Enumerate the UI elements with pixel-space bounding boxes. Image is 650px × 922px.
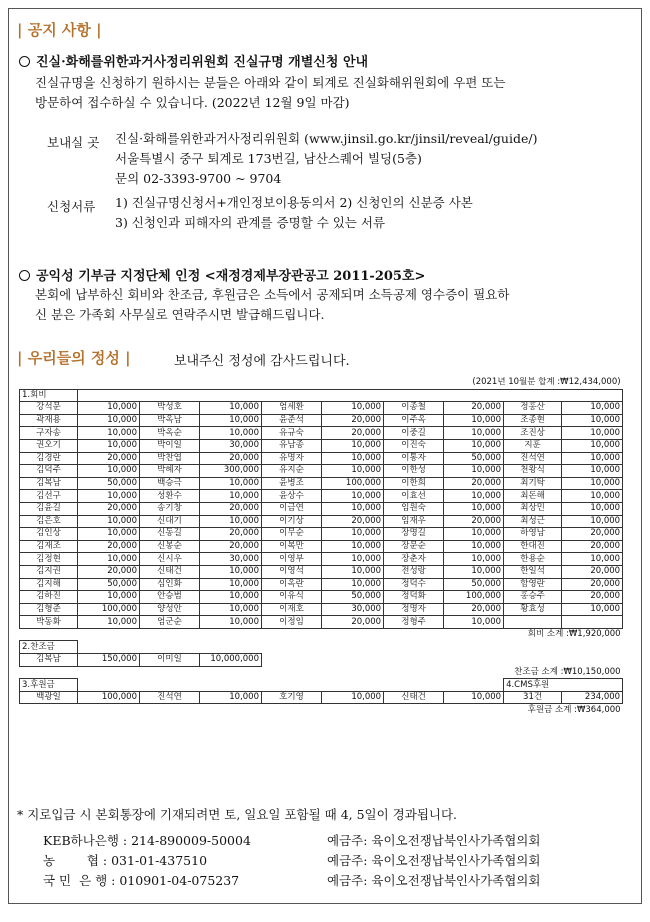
donor-amount: 20,000 [322,427,384,440]
donor-amount: 20,000 [78,565,140,578]
donor-amount: 20,000 [562,565,623,578]
donor-name: 김복남 [20,477,78,490]
donor-amount: 10,000 [444,528,504,541]
docs-list: 1) 진실규명신청서+개인정보이용동의서 2) 신청인의 신분증 사본 3) 신청인과 피해자의 관계를 증명할 수 있는 서류 [115,195,473,230]
donor-amount: 10,000 [562,402,623,415]
donor-name: 유남종 [262,439,322,452]
send-label: 보내실 곳 [47,135,100,150]
donor-name [504,616,562,629]
donor-amount: 20,000 [200,452,262,465]
donor-name: 윤준석 [262,414,322,427]
donor-name: 송기창 [140,502,200,515]
donor-amount: 10,000 [200,691,262,704]
support-label: 3.후원금 [20,679,78,692]
account-holder: 예금주: 육이오전쟁납북인사가족협의회 [327,873,541,888]
donor-amount: 10,000 [200,402,262,415]
donor-amount: 10,000 [562,439,623,452]
table-row [20,490,623,503]
donor-name: 박혜자 [140,465,200,478]
donor-name: 이영부 [262,553,322,566]
donor-name: 백승극 [140,477,200,490]
donor-name: 엄세환 [262,402,322,415]
donor-name: 이한성 [384,465,444,478]
donor-amount: 10,000 [200,565,262,578]
donor-amount: 20,000 [562,591,623,604]
donor-name: 유명자 [262,452,322,465]
bank-account: KEB하나은행 : 214-890009-50004 [43,833,251,848]
table-row [20,704,623,716]
donor-amount: 30,000 [322,603,384,616]
support-subtotal: 후원금 소계 :₩364,000 [527,704,621,715]
donor-name: 조진상 [504,427,562,440]
donor-name: 곽재용 [20,414,78,427]
table-row [20,666,623,679]
donor-amount: 10,000 [322,452,384,465]
table-row [20,439,623,452]
blank-cell [78,389,623,402]
donor-amount: 10,000 [78,616,140,629]
table-row [20,603,623,616]
donor-name: 박찬엽 [140,452,200,465]
notice-item2-body: 본회에 납부하신 회비와 찬조금, 후원금은 소득에서 공제되며 소득공제 영수증이 필요하 신 분은 가족회 사무실로 연락주시면 발급해드립니다. [35,287,510,322]
donor-amount: 10,000 [562,603,623,616]
donor-name: 이진숙 [384,439,444,452]
sponsor-subtotal: 찬조금 소계 :₩10,150,000 [514,666,621,677]
donor-name: 장문순 [384,540,444,553]
docs-label: 신청서류 [47,199,96,214]
donor-name: 최기탁 [504,477,562,490]
donor-amount: 20,000 [200,528,262,541]
table-row [20,427,623,440]
donor-name: 이종철 [384,402,444,415]
donor-amount: 10,000 [200,603,262,616]
donor-amount: 20,000 [444,402,504,415]
membership-subtotal: 회비 소계 :₩1,920,000 [527,629,621,640]
donor-amount: 10,000 [200,591,262,604]
donor-amount: 10,000 [562,452,623,465]
donor-name: 지훈 [504,439,562,452]
donor-name: 홍승주 [504,591,562,604]
donor-amount: 10,000 [78,414,140,427]
donor-amount: 10,000 [444,502,504,515]
donor-amount: 20,000 [322,414,384,427]
donor-amount: 10,000 [322,502,384,515]
donor-name: 성환수 [140,490,200,503]
donor-amount: 10,000 [444,414,504,427]
donor-name: 진석연 [140,691,200,704]
donor-amount: 20,000 [78,452,140,465]
donor-name: 한일석 [504,565,562,578]
donor-name: 이효선 [384,490,444,503]
donor-name: 한용순 [504,553,562,566]
donor-name: 임원숙 [384,502,444,515]
donor-name: 이정임 [262,616,322,629]
donor-amount [562,616,623,629]
donor-amount: 10,000 [78,528,140,541]
donor-amount: 10,000 [444,565,504,578]
donor-name: 최돈해 [504,490,562,503]
send-address: 진실·화해를위한과거사정리위원회 (www.jinsil.go.kr/jinsil/reveal/guide/) 서울특별시 중구 퇴계로 173번길, 남산스퀘어 빌딩(5층) 문의 02-3393-9700 ~ 9704 [115,131,538,186]
donor-name: 함영란 [504,578,562,591]
donor-amount: 50,000 [444,578,504,591]
donor-amount: 10,000 [444,553,504,566]
donor-amount: 10,000 [322,465,384,478]
donor-name: 신시우 [140,553,200,566]
donor-amount: 10,000 [200,616,262,629]
donor-name: 김윤길 [20,502,78,515]
donor-name: 천왕식 [504,465,562,478]
donor-name: 이미일 [140,654,200,667]
donor-name: 안승범 [140,591,200,604]
donor-name: 하영남 [504,528,562,541]
donor-name: 정형주 [384,616,444,629]
account-holder: 예금주: 육이오전쟁납북인사가족협의회 [327,853,541,868]
donor-amount: 10,000 [562,490,623,503]
bank-account: 농 협 : 031-01-437510 [43,853,208,868]
donor-name: 이주옥 [384,414,444,427]
donor-amount: 10,000 [562,414,623,427]
donor-amount: 10,000,000 [200,654,262,667]
donor-amount: 10,000 [78,427,140,440]
donor-amount: 150,000 [78,654,140,667]
donor-name: 임재우 [384,515,444,528]
donor-name: 김복남 [20,654,78,667]
donor-amount: 10,000 [200,515,262,528]
donor-name: 신태건 [384,691,444,704]
donor-name: 정홍산 [504,402,562,415]
donor-name: 양성안 [140,603,200,616]
donor-amount: 10,000 [78,439,140,452]
table-row [20,591,623,604]
donor-amount: 50,000 [322,591,384,604]
donor-name: 유지순 [262,465,322,478]
donor-name: 김하진 [20,591,78,604]
donor-amount: 10,000 [322,402,384,415]
donor-name: 심인화 [140,578,200,591]
donor-amount: 10,000 [562,465,623,478]
table-row [20,377,623,389]
donor-amount: 10,000 [322,490,384,503]
donor-amount: 100,000 [444,591,504,604]
donor-name: 이기상 [262,515,322,528]
donor-name: 장춘자 [384,553,444,566]
donor-amount: 234,000 [562,691,623,704]
donor-name: 강석문 [20,402,78,415]
donor-name: 김덕주 [20,465,78,478]
donor-amount: 10,000 [562,553,623,566]
donor-amount: 10,000 [322,565,384,578]
donor-amount: 20,000 [200,540,262,553]
donor-name: 정덕수 [384,578,444,591]
table-row [20,389,623,402]
spacer [20,666,444,679]
donor-name: 조종현 [504,414,562,427]
donor-amount: 20,000 [78,502,140,515]
donations-title: | 우리들의 정성 | [17,349,131,367]
donor-amount: 20,000 [322,515,384,528]
donor-name: 박옥순 [140,427,200,440]
donor-name: 한대진 [504,540,562,553]
giro-note: * 지로입금 시 본회통장에 기재되려면 토, 일요일 포함될 때 4, 5일이 경과됩니다. [17,807,458,822]
donor-amount: 10,000 [562,502,623,515]
donor-name: 김은호 [20,515,78,528]
donor-amount: 10,000 [444,465,504,478]
donor-name: 신대기 [140,515,200,528]
table-row [20,452,623,465]
donor-amount: 10,000 [200,490,262,503]
donor-amount: 10,000 [322,553,384,566]
notice-title: | 공지 사항 | [17,21,102,39]
table-row [20,515,623,528]
donor-amount: 10,000 [200,427,262,440]
donor-name: 백광일 [20,691,78,704]
donor-amount: 10,000 [78,402,140,415]
donor-name: 신태건 [140,565,200,578]
donor-name: 김경란 [20,452,78,465]
table-row [20,414,623,427]
table-row [20,654,623,667]
total-note: (2021년 10월분 합계 :₩12,434,000) [472,377,621,388]
donations-table [19,377,623,716]
donor-name: 이영석 [262,565,322,578]
donor-amount: 20,000 [562,540,623,553]
table-row [20,502,623,515]
donor-amount: 10,000 [322,578,384,591]
donor-name: 이금연 [262,502,322,515]
blank-cell [78,679,504,692]
spacer [20,377,384,389]
donor-name: 이무순 [262,528,322,541]
donor-amount: 20,000 [322,616,384,629]
donor-name: 구자송 [20,427,78,440]
donor-amount: 10,000 [78,553,140,566]
table-row [20,616,623,629]
donor-amount: 10,000 [444,427,504,440]
donor-name: 이재호 [262,603,322,616]
donor-name: 이복만 [262,540,322,553]
donor-amount: 100,000 [78,603,140,616]
donor-name: 윤병조 [262,477,322,490]
donor-amount: 20,000 [444,477,504,490]
donor-amount: 100,000 [322,477,384,490]
donor-amount: 20,000 [200,502,262,515]
table-row [20,691,623,704]
table-row [20,628,623,641]
table-row [20,402,623,415]
account-holder: 예금주: 육이오전쟁납북인사가족협의회 [327,833,541,848]
donor-amount: 10,000 [78,515,140,528]
donor-amount: 50,000 [78,578,140,591]
donor-name: 이중길 [384,427,444,440]
donor-amount: 50,000 [78,477,140,490]
circle-bullet-icon [19,270,30,281]
table-row [20,553,623,566]
donor-name: 전성랑 [384,565,444,578]
spacer [20,628,444,641]
blank-cell [262,654,623,667]
donor-amount: 10,000 [78,465,140,478]
donor-name: 김인상 [20,528,78,541]
donor-name: 김지해 [20,578,78,591]
donor-name: 최상민 [504,502,562,515]
donor-amount: 10,000 [562,427,623,440]
donor-amount: 100,000 [78,691,140,704]
table-row [20,641,623,654]
donor-amount: 10,000 [444,490,504,503]
donor-name: 김형준 [20,603,78,616]
donor-amount: 10,000 [78,490,140,503]
cms-label: 4.CMS후원 [504,679,623,692]
donor-amount: 10,000 [562,477,623,490]
table-row [20,578,623,591]
donor-amount: 10,000 [322,439,384,452]
donor-amount: 50,000 [444,452,504,465]
donor-name: 신봉순 [140,540,200,553]
newsletter-page [8,8,642,904]
donor-name: 이유식 [262,591,322,604]
donor-amount: 10,000 [78,591,140,604]
donor-amount: 10,000 [322,528,384,541]
donor-name: 진석연 [504,452,562,465]
donor-name: 황효성 [504,603,562,616]
donor-amount: 10,000 [200,477,262,490]
donor-amount: 20,000 [78,540,140,553]
donor-name: 유규숙 [262,427,322,440]
notice-item2-heading: 공익성 기부금 지정단체 인정 <재정경제부장관공고 2011-205호> [19,265,425,284]
donor-name: 최성근 [504,515,562,528]
donor-name: 박옥남 [140,414,200,427]
donor-name: 엄군순 [140,616,200,629]
bank-account: 국 민 은 행 : 010901-04-075237 [43,873,240,888]
table-row [20,465,623,478]
donor-amount: 10,000 [444,616,504,629]
donor-amount: 300,000 [200,465,262,478]
donor-name: 이옥란 [262,578,322,591]
donor-name: 김재조 [20,540,78,553]
donor-name: 이한희 [384,477,444,490]
donor-name: 장명길 [384,528,444,541]
membership-label: 1.회비 [20,389,78,402]
donor-name: 김정현 [20,553,78,566]
donor-name: 윤상수 [262,490,322,503]
table-row [20,540,623,553]
donor-amount: 30,000 [200,553,262,566]
donor-amount: 10,000 [562,515,623,528]
donor-amount: 20,000 [444,515,504,528]
notice-item1-body: 진실규명을 신청하기 원하시는 분들은 아래와 같이 퇴계로 진실화해위원회에 우편 또는 방문하여 접수하실 수 있습니다. (2022년 12월 9일 마감) [35,75,506,110]
donor-name: 신동길 [140,528,200,541]
donor-amount: 10,000 [444,439,504,452]
donor-name: 김지권 [20,565,78,578]
donor-name: 31건 [504,691,562,704]
donor-name: 김선구 [20,490,78,503]
donor-amount: 10,000 [200,414,262,427]
donor-name: 이통자 [384,452,444,465]
donor-name: 정덕화 [384,591,444,604]
donor-amount: 20,000 [562,578,623,591]
donor-amount: 20,000 [562,528,623,541]
donor-amount: 10,000 [200,578,262,591]
sponsor-label: 2.찬조금 [20,641,78,654]
donor-name: 박동화 [20,616,78,629]
donor-amount: 20,000 [444,603,504,616]
donor-amount: 10,000 [322,691,384,704]
donor-name: 박성호 [140,402,200,415]
donor-amount: 10,000 [444,540,504,553]
donations-thanks: 보내주신 정성에 감사드립니다. [174,354,350,369]
table-row [20,477,623,490]
donor-amount: 10,000 [444,691,504,704]
donor-name: 정명자 [384,603,444,616]
blank-cell [78,641,623,654]
circle-bullet-icon [19,56,30,67]
donor-amount: 30,000 [200,439,262,452]
donor-name: 박이일 [140,439,200,452]
donor-amount: 10,000 [322,540,384,553]
spacer [20,704,444,716]
table-row [20,565,623,578]
donor-name: 권오기 [20,439,78,452]
notice-item1-heading: 진실·화해를위한과거사정리위원회 진실규명 개별신청 안내 [19,51,368,70]
table-row [20,679,623,692]
table-row [20,528,623,541]
donor-name: 호기영 [262,691,322,704]
